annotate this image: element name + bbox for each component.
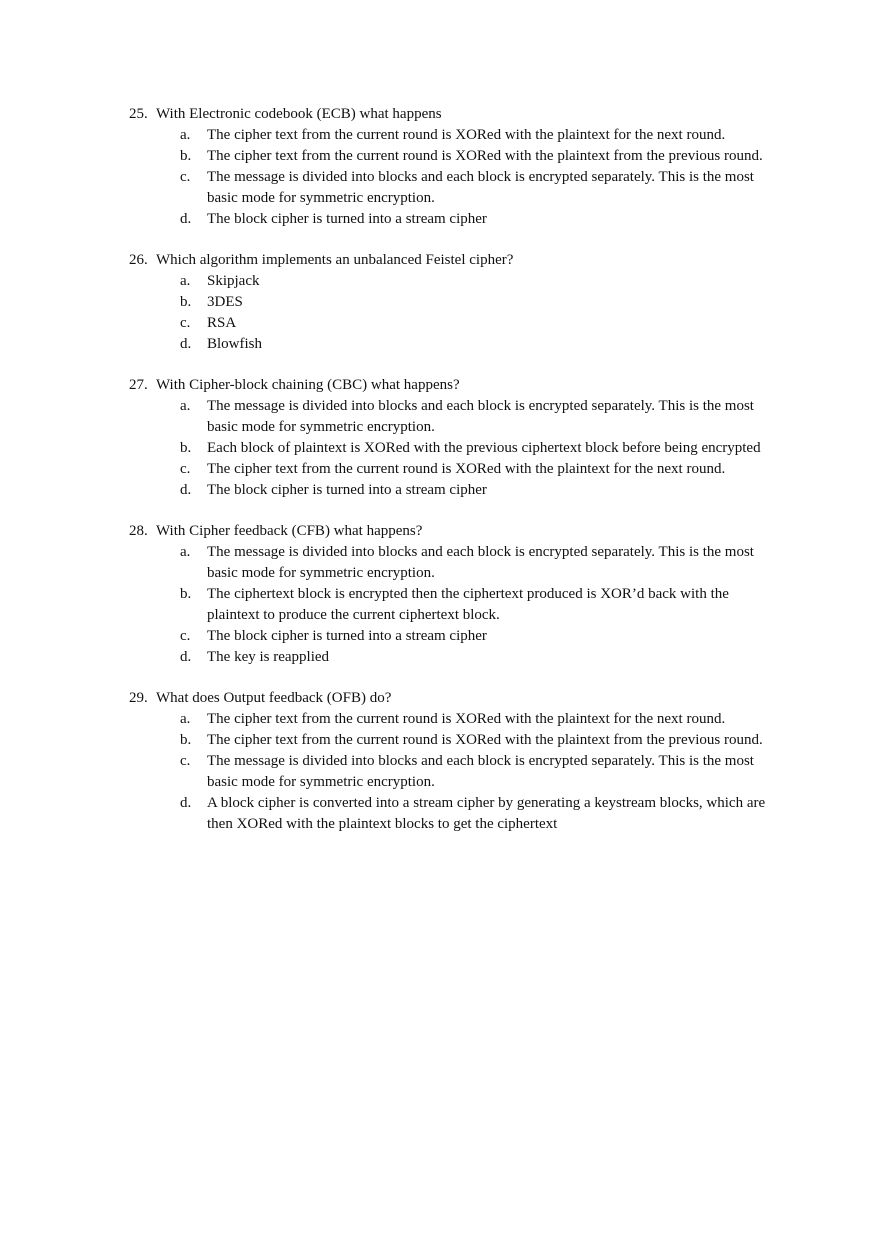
question-header	[129, 104, 809, 125]
question-header	[129, 250, 809, 271]
option-text: Each block of plaintext is XORed with the previous ciphertext block before being encrypted	[207, 440, 761, 456]
option-letter: a.	[180, 127, 191, 143]
option-list	[129, 271, 809, 355]
question-29	[129, 688, 809, 835]
option-letter: c.	[180, 169, 191, 185]
option-list	[129, 396, 809, 501]
question-text: With Cipher-block chaining (CBC) what happens?	[156, 377, 460, 393]
option-c	[180, 459, 809, 480]
option-c	[180, 751, 809, 793]
option-letter: c.	[180, 315, 191, 331]
question-text: With Cipher feedback (CFB) what happens?	[156, 523, 423, 539]
question-27	[129, 375, 809, 501]
option-text: The cipher text from the current round is XORed with the plaintext from the previous round.	[207, 148, 763, 164]
option-letter: d.	[180, 649, 192, 665]
option-letter: a.	[180, 273, 191, 289]
option-letter: c.	[180, 753, 191, 769]
option-letter: c.	[180, 461, 191, 477]
option-letter: b.	[180, 440, 192, 456]
option-d	[180, 647, 809, 668]
option-text: The message is divided into blocks and each block is encrypted separately. This is the most basic mode for symmetric encryption.	[207, 544, 754, 581]
option-list	[129, 709, 809, 835]
option-b	[180, 730, 809, 751]
option-text: The block cipher is turned into a stream cipher	[207, 482, 487, 498]
option-a	[180, 396, 809, 438]
option-letter: b.	[180, 732, 192, 748]
option-text: The message is divided into blocks and each block is encrypted separately. This is the most basic mode for symmetric encryption.	[207, 753, 754, 790]
question-header	[129, 521, 809, 542]
option-letter: d.	[180, 336, 192, 352]
option-b	[180, 438, 809, 459]
question-number: 27.	[129, 377, 148, 393]
option-text: Blowfish	[207, 336, 263, 352]
option-text: The cipher text from the current round is XORed with the plaintext from the previous round.	[207, 732, 763, 748]
option-text: 3DES	[207, 294, 243, 310]
option-letter: d.	[180, 482, 192, 498]
option-letter: b.	[180, 586, 192, 602]
question-header	[129, 688, 809, 709]
option-letter: d.	[180, 211, 192, 227]
question-header	[129, 375, 809, 396]
option-d	[180, 334, 809, 355]
option-letter: c.	[180, 628, 191, 644]
option-text: The block cipher is turned into a stream cipher	[207, 211, 487, 227]
option-b	[180, 292, 809, 313]
option-letter: a.	[180, 711, 191, 727]
option-text: The message is divided into blocks and each block is encrypted separately. This is the most basic mode for symmetric encryption.	[207, 169, 754, 206]
option-c	[180, 626, 809, 647]
option-a	[180, 125, 809, 146]
option-letter: a.	[180, 398, 191, 414]
option-b	[180, 584, 809, 626]
option-c	[180, 167, 809, 209]
question-number: 26.	[129, 252, 148, 268]
question-26	[129, 250, 809, 355]
option-text: A block cipher is converted into a stream cipher by generating a keystream blocks, which are then XORed with the plaintext blocks to get the ciphertext	[207, 795, 766, 832]
option-text: The cipher text from the current round is XORed with the plaintext for the next round.	[207, 461, 726, 477]
option-a	[180, 709, 809, 730]
question-number: 29.	[129, 690, 148, 706]
option-letter: b.	[180, 148, 192, 164]
question-number: 25.	[129, 106, 148, 122]
option-letter: a.	[180, 544, 191, 560]
question-list	[129, 104, 809, 855]
option-letter: b.	[180, 294, 192, 310]
option-text: The message is divided into blocks and each block is encrypted separately. This is the most basic mode for symmetric encryption.	[207, 398, 754, 435]
question-text: With Electronic codebook (ECB) what happens	[156, 106, 442, 122]
option-text: The cipher text from the current round is XORed with the plaintext for the next round.	[207, 711, 726, 727]
question-text: What does Output feedback (OFB) do?	[156, 690, 392, 706]
option-text: Skipjack	[207, 273, 260, 289]
option-list	[129, 125, 809, 230]
option-b	[180, 146, 809, 167]
option-d	[180, 793, 809, 835]
option-d	[180, 480, 809, 501]
option-text: The key is reapplied	[207, 649, 330, 665]
option-text: The cipher text from the current round is XORed with the plaintext for the next round.	[207, 127, 726, 143]
option-text: The ciphertext block is encrypted then the ciphertext produced is XOR’d back with the plaintext to produce the current ciphertext block.	[207, 586, 729, 623]
question-25	[129, 104, 809, 230]
option-a	[180, 271, 809, 292]
option-text: The block cipher is turned into a stream cipher	[207, 628, 487, 644]
question-text: Which algorithm implements an unbalanced Feistel cipher?	[156, 252, 514, 268]
option-c	[180, 313, 809, 334]
option-text: RSA	[207, 315, 237, 331]
question-28	[129, 521, 809, 668]
question-number: 28.	[129, 523, 148, 539]
option-list	[129, 542, 809, 668]
option-d	[180, 209, 809, 230]
option-a	[180, 542, 809, 584]
option-letter: d.	[180, 795, 192, 811]
